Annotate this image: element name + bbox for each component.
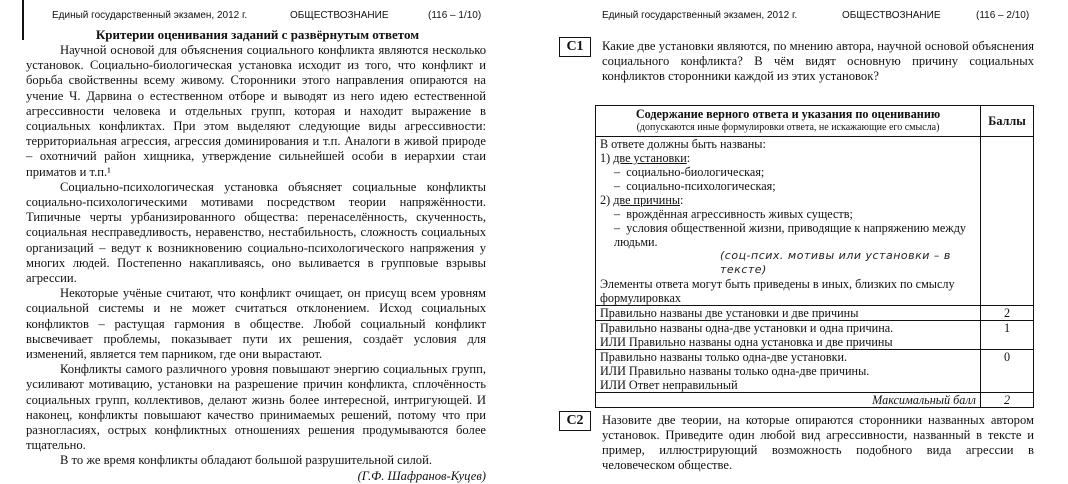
part1-number: 1) <box>600 151 611 165</box>
list-item: – врождённая агрессивность живых существ; <box>614 207 853 221</box>
rubric-header-content <box>596 106 981 137</box>
paragraph: Конфликты самого различного уровня повышают энергию социальных групп, усиливают мотивацию, установки на разрешение причин конфликта, сплочённость социальных групп, коллективов, делают жизнь более интересной, интригующей. И наконец, конфликты повышают качество принимаемых решений, потому что при разногласиях, острых конфликтных отношениях решения продумываются более тщательно. <box>26 362 486 453</box>
header-subject-right: ОБЩЕСТВОЗНАНИЕ <box>842 10 941 21</box>
list-item: – социально-психологическая; <box>614 179 776 193</box>
part2-number: 2) <box>600 193 611 207</box>
margin-mark <box>22 0 24 40</box>
list-item: – социально-биологическая; <box>614 165 765 179</box>
answer-part2: 2) две причины: <box>600 193 684 207</box>
rubric-max-row <box>596 393 1034 408</box>
rubric-criterion: Правильно названы одна-две установки и одна причина. ИЛИ Правильно названы одна установка и две причины <box>596 321 981 350</box>
answer-intro: В ответе должны быть названы: <box>600 137 766 151</box>
answer-outro: Элементы ответа могут быть приведены в иных, близких по смыслу формулировках <box>600 277 955 305</box>
page-title: Критерии оценивания заданий с развёрнутым ответом <box>95 27 420 42</box>
paragraph: Некоторые учёные считают, что конфликт очищает, он присущ всем уровням социальной системы и не может считаться отклонением. Исход социальных конфликтов – растущая гармония в обществе. Любой социальный конфликт высвечивает проблемы, показывает пути их решения, создаёт условия для изменений, является тем парником, где они вырастают. <box>26 286 486 362</box>
rubric-table <box>595 105 1034 408</box>
paragraph: В то же время конфликты обладают большой разрушительной силой. <box>60 453 432 468</box>
header-exam-right: Единый государственный экзамен, 2012 г. <box>602 10 798 21</box>
rubric-header-main: Содержание верного ответа и указания по оцениванию <box>635 107 941 121</box>
author-signature: (Г.Ф. Шафранов-Куцев) <box>357 468 486 483</box>
handwritten-note: (соц-псих. мотивы или установки – в тексте) <box>720 249 951 276</box>
task-c1-label: С1 <box>559 37 591 57</box>
paragraph: Социально-психологическая установка объясняет социальные конфликты социально-психологическими мотивами посредством теории напряжённости. Типичные черты урбанизированного общества: перенаселённость, скученность, социальная несправедливость, неравенство, нестабильность, сложность социальных организаций – ведут к возникновению социально-психологического напряжения у многих людей. Постепенно накапливаясь, оно выливается в групповые взрывы агрессии. <box>26 179 486 286</box>
rubric-answer-score <box>981 137 1034 306</box>
rubric-answer-content <box>596 137 981 306</box>
answer-part1: 1) две установки: <box>600 151 691 165</box>
list-item: – условия общественной жизни, приводящие к напряжению между людьми. <box>614 221 967 249</box>
rubric-header-row <box>596 106 1034 137</box>
header-exam: Единый государственный экзамен, 2012 г. <box>52 10 248 21</box>
rubric-score-row <box>596 306 1034 321</box>
header-subject: ОБЩЕСТВОЗНАНИЕ <box>290 10 389 21</box>
rubric-answer-row <box>596 137 1034 306</box>
rubric-score: 0 <box>981 350 1034 393</box>
header-page: (116 – 1/10) <box>428 10 482 21</box>
max-score-value: 2 <box>981 393 1034 408</box>
rubric-criterion: Правильно названы только одна-две установки. ИЛИ Правильно названы только одна-две причины. ИЛИ Ответ неправильный <box>596 350 981 393</box>
max-score-label: Максимальный балл <box>596 393 981 408</box>
left-page <box>0 0 500 483</box>
paragraph: Научной основой для объяснения социального конфликта являются несколько установок. Социально-биологическая установка исходит из того, что конфликт и борьба свойственны всему живому. Сторонники этого направления опираются на учение Ч. Дарвина о естественном отборе и выводят из него идею естественной агрессивности человека и отдельных групп, которая и находит выражение в социальных конфликтах. При этом выделяют следующие виды агрессивности: территориальная агрессия, агрессия доминирования и т.п. Аналоги в живой природе – охотничий район хищника, утверждение сильнейшей особи в иерархии стаи приматов и т.п.¹ <box>26 43 486 179</box>
rubric-score-row <box>596 321 1034 350</box>
rubric-header-score: Баллы <box>981 106 1034 137</box>
source-text <box>26 43 486 484</box>
part1-title: две установки <box>613 151 687 165</box>
task-c2-question: Назовите две теории, на которые опираются сторонники названных автором установок. Приведите один любой вид агрессивности, названный в тексте и пример, иллюстрирующий возможность подобного вида агрессии в человеческом обществе. <box>602 413 1034 472</box>
task-c1-question: Какие две установки являются, по мнению автора, научной основой объяснения социального конфликта? В чём видят основную причину социальных конфликтов сторонники каждой из этих установок? <box>602 39 1034 83</box>
rubric-score: 2 <box>981 306 1034 321</box>
rubric-header-sub: (допускаются иные формулировки ответа, не искажающие его смысла) <box>636 122 940 133</box>
part2-title: две причины <box>613 193 681 207</box>
rubric-score: 1 <box>981 321 1034 350</box>
task-c2-label: С2 <box>559 411 591 431</box>
rubric-criterion: Правильно названы две установки и две причины <box>596 306 981 321</box>
rubric-score-row <box>596 350 1034 393</box>
header-page-right: (116 – 2/10) <box>976 10 1030 21</box>
